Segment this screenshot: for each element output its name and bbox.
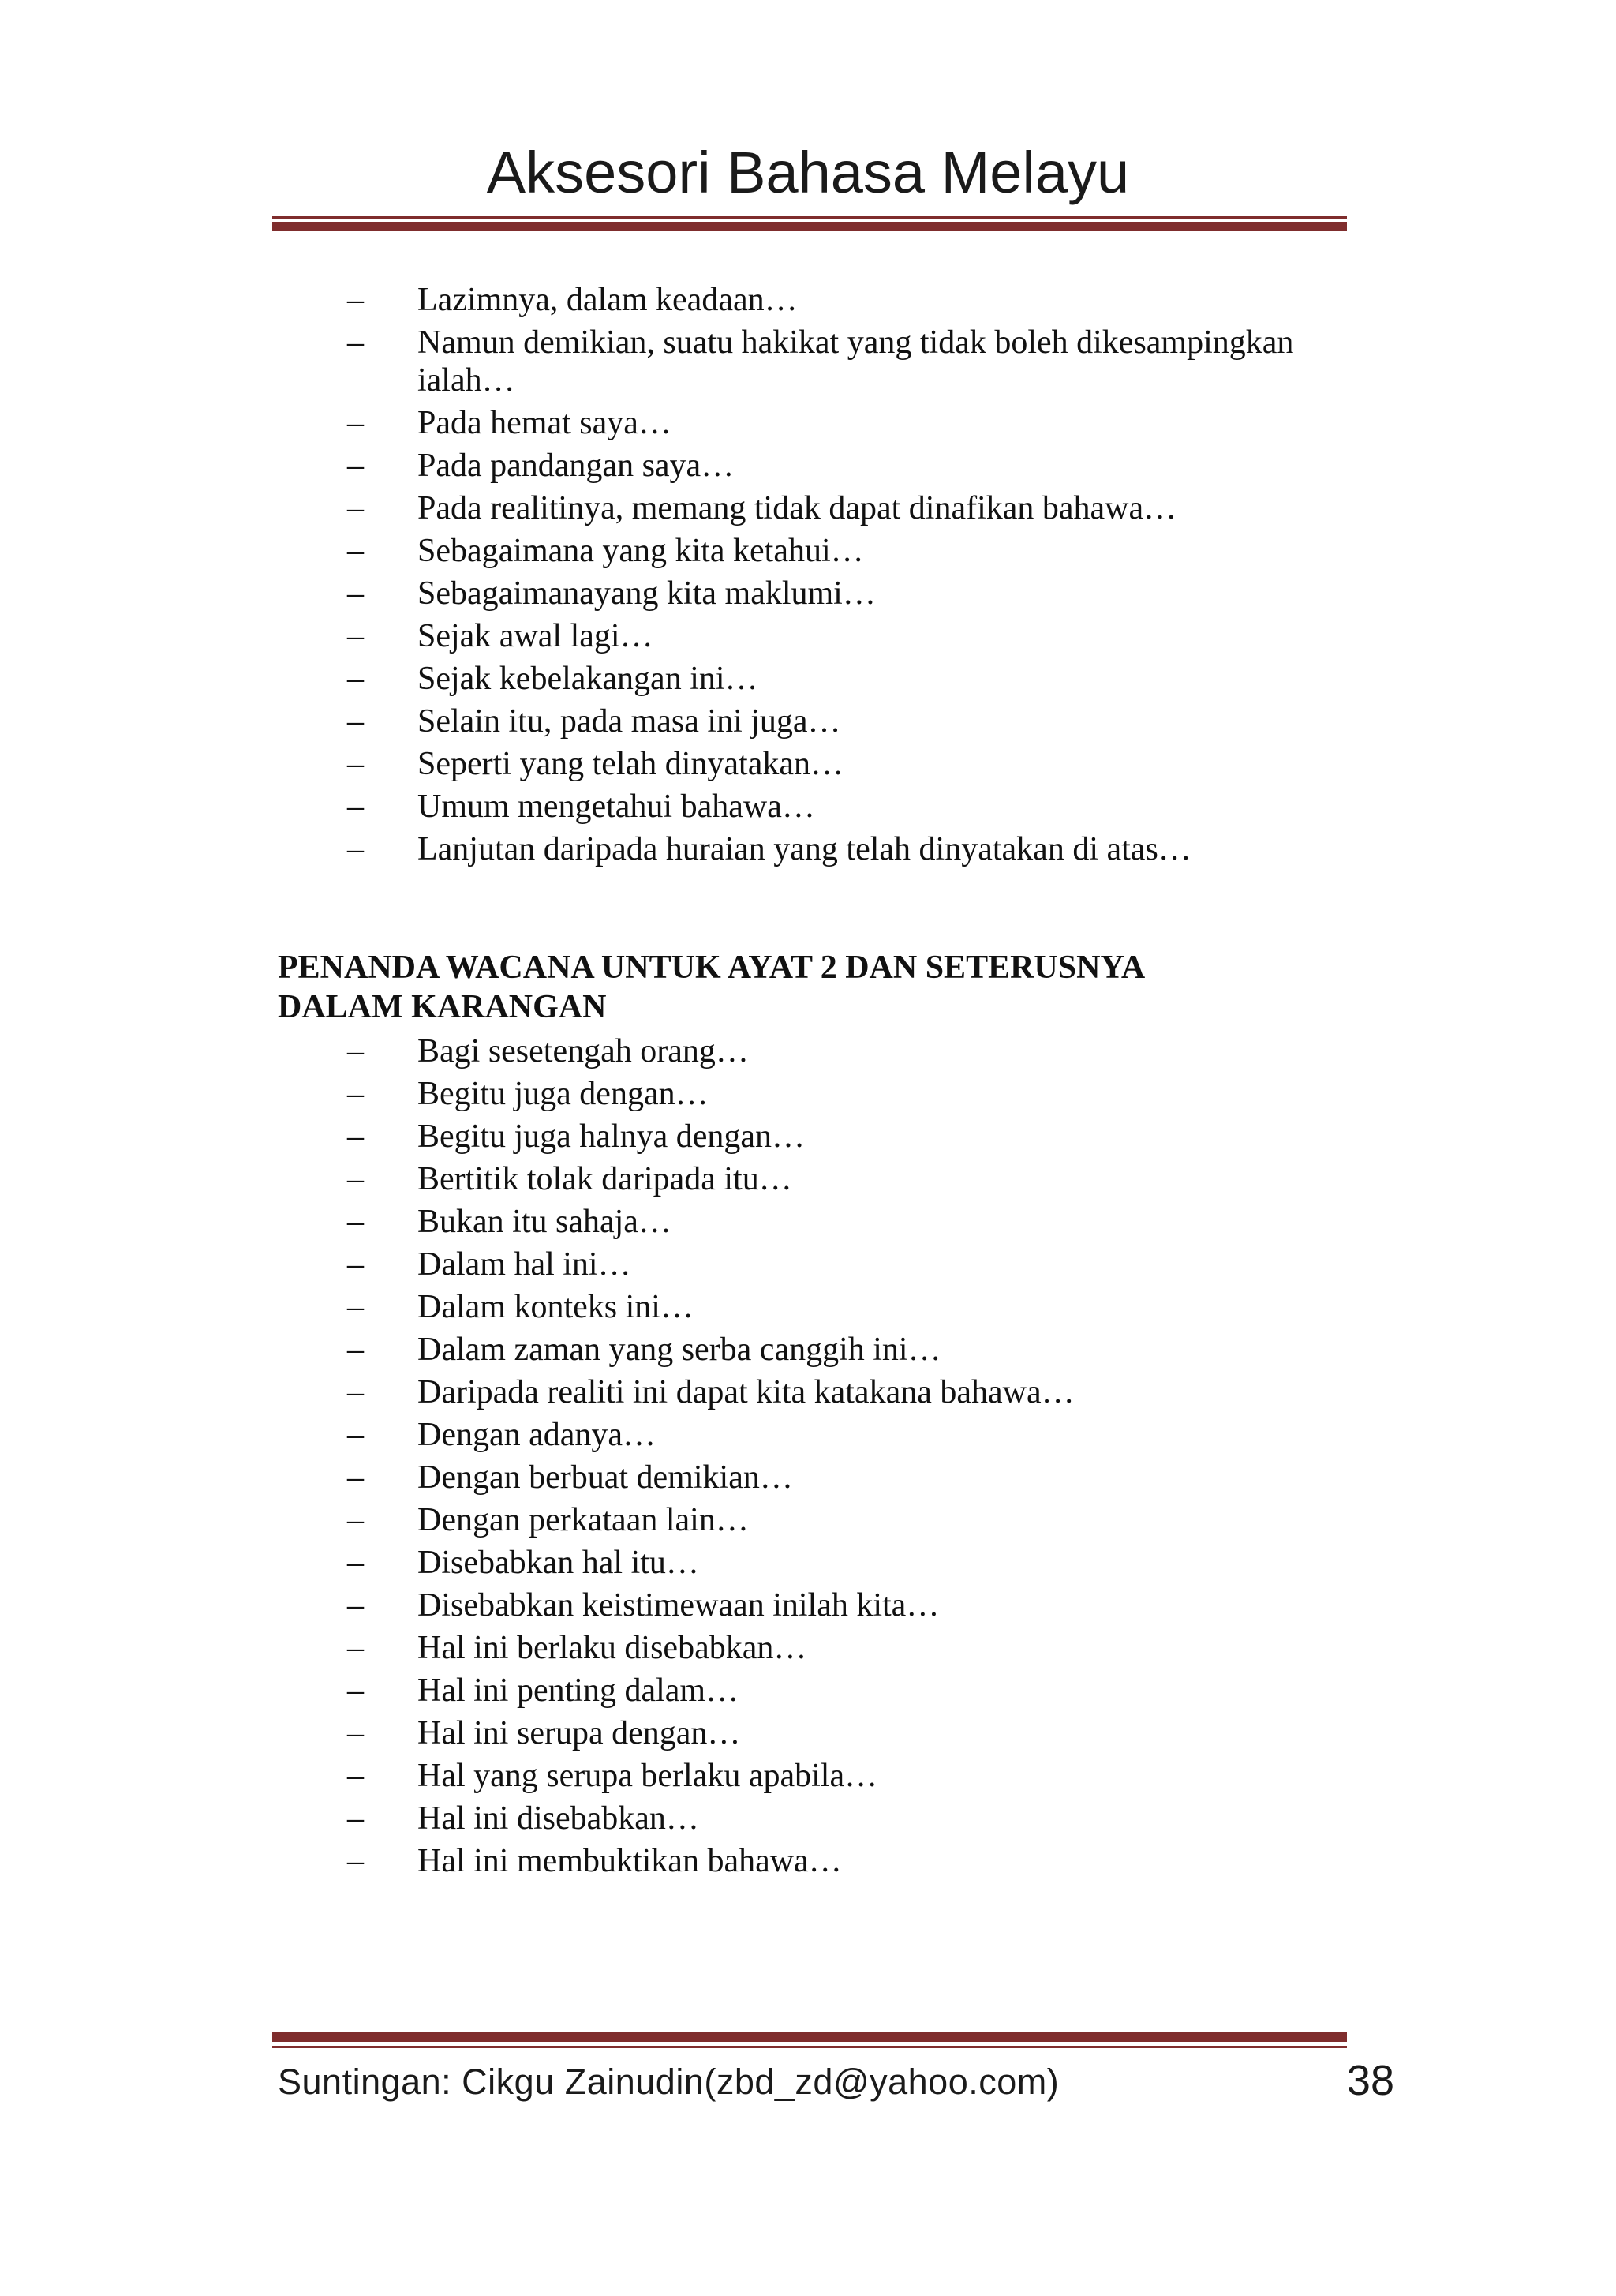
list-item bbox=[347, 1714, 1365, 1752]
dash-bullet: – bbox=[347, 1715, 364, 1751]
list-item bbox=[347, 1544, 1365, 1582]
dash-bullet: – bbox=[347, 746, 364, 782]
dash-bullet: – bbox=[347, 1800, 364, 1837]
list-item-text: Disebabkan keistimewaan inilah kita… bbox=[417, 1587, 940, 1624]
dash-bullet: – bbox=[347, 575, 364, 612]
list-item-text: Hal ini serupa dengan… bbox=[417, 1715, 741, 1751]
dash-bullet: – bbox=[347, 324, 364, 361]
list-item bbox=[347, 1245, 1365, 1283]
list-item bbox=[347, 702, 1365, 740]
list-item-text: Bukan itu sahaja… bbox=[417, 1204, 671, 1240]
list-item-text: Hal ini membuktikan bahawa… bbox=[417, 1843, 842, 1879]
list-item bbox=[347, 788, 1365, 826]
list-item bbox=[347, 1118, 1365, 1155]
list-item-text: Daripada realiti ini dapat kita katakana bahawa… bbox=[417, 1374, 1075, 1410]
list-item bbox=[347, 1586, 1365, 1624]
dash-bullet: – bbox=[347, 1289, 364, 1325]
dash-bullet: – bbox=[347, 448, 364, 484]
dash-bullet: – bbox=[347, 1758, 364, 1794]
page-title: Aksesori Bahasa Melayu bbox=[486, 140, 1130, 205]
dash-bullet: – bbox=[347, 1118, 364, 1155]
list-item-text: Lazimnya, dalam keadaan… bbox=[417, 282, 798, 318]
list-item bbox=[347, 745, 1365, 783]
list-item-text: Bertitik tolak daripada itu… bbox=[417, 1161, 792, 1197]
list-item bbox=[347, 1331, 1365, 1369]
dash-bullet: – bbox=[347, 1246, 364, 1283]
dash-bullet: – bbox=[347, 490, 364, 526]
footer-rule-thick bbox=[272, 2032, 1347, 2042]
list-item bbox=[347, 660, 1365, 698]
dash-bullet: – bbox=[347, 1332, 364, 1368]
dash-bullet: – bbox=[347, 1204, 364, 1240]
footer-rule-thin bbox=[272, 2046, 1347, 2048]
list-item bbox=[347, 447, 1365, 485]
dash-bullet: – bbox=[347, 1076, 364, 1112]
dash-bullet: – bbox=[347, 1374, 364, 1410]
footer-credit: Suntingan: Cikgu Zainudin(zbd_zd@yahoo.com) bbox=[278, 2062, 1060, 2102]
list-item-text: Begitu juga halnya dengan… bbox=[417, 1118, 806, 1155]
list-item bbox=[347, 324, 1365, 399]
list-item bbox=[347, 1629, 1365, 1667]
list-item bbox=[347, 1288, 1365, 1326]
list-item-text: Hal ini disebabkan… bbox=[417, 1800, 699, 1837]
list-item bbox=[347, 281, 1365, 319]
list-item-text: Dengan adanya… bbox=[417, 1417, 656, 1453]
list-item bbox=[347, 532, 1365, 570]
dash-bullet: – bbox=[347, 703, 364, 740]
list-item bbox=[347, 1373, 1365, 1411]
list-item-text: Sebagaimanayang kita maklumi… bbox=[417, 575, 876, 612]
list-item-text: Umum mengetahui bahawa… bbox=[417, 788, 815, 825]
list-item-text: Sejak awal lagi… bbox=[417, 618, 653, 654]
list-item-text: Namun demikian, suatu hakikat yang tidak boleh dikesampingkan ialah… bbox=[417, 324, 1294, 399]
list-item-text: Lanjutan daripada huraian yang telah dinyatakan di atas… bbox=[417, 831, 1191, 867]
list-item-text: Pada pandangan saya… bbox=[417, 448, 735, 484]
list-item bbox=[347, 1672, 1365, 1710]
list-item-text: Begitu juga dengan… bbox=[417, 1076, 709, 1112]
dash-bullet: – bbox=[347, 1672, 364, 1709]
list-item-text: Pada realitinya, memang tidak dapat dinafikan bahawa… bbox=[417, 490, 1177, 526]
list-item bbox=[347, 830, 1365, 868]
list-item bbox=[347, 489, 1365, 527]
list-item bbox=[347, 1160, 1365, 1198]
dash-bullet: – bbox=[347, 1161, 364, 1197]
list-item-text: Pada hemat saya… bbox=[417, 405, 671, 441]
dash-bullet: – bbox=[347, 1417, 364, 1453]
opening-phrase-list bbox=[347, 281, 1365, 873]
list-item bbox=[347, 617, 1365, 655]
list-item-text: Hal yang serupa berlaku apabila… bbox=[417, 1758, 878, 1794]
dash-bullet: – bbox=[347, 405, 364, 441]
list-item-text: Hal ini penting dalam… bbox=[417, 1672, 739, 1709]
page-number: 38 bbox=[1346, 2057, 1394, 2104]
list-item-text: Bagi sesetengah orang… bbox=[417, 1033, 749, 1069]
list-item-text: Hal ini berlaku disebabkan… bbox=[417, 1630, 807, 1666]
dash-bullet: – bbox=[347, 1843, 364, 1879]
list-item bbox=[347, 404, 1365, 442]
dash-bullet: – bbox=[347, 1502, 364, 1538]
list-item-text: Dalam hal ini… bbox=[417, 1246, 631, 1283]
list-item bbox=[347, 1203, 1365, 1241]
list-item bbox=[347, 575, 1365, 612]
list-item bbox=[347, 1416, 1365, 1454]
list-item-text: Selain itu, pada masa ini juga… bbox=[417, 703, 841, 740]
dash-bullet: – bbox=[347, 1459, 364, 1496]
list-item bbox=[347, 1032, 1365, 1070]
dash-bullet: – bbox=[347, 1033, 364, 1069]
list-item-text: Dengan perkataan lain… bbox=[417, 1502, 749, 1538]
paragraph-phrase-list bbox=[347, 1032, 1365, 1885]
section-heading: PENANDA WACANA UNTUK AYAT 2 DAN SETERUSNYA DALAM KARANGAN bbox=[278, 949, 1143, 1025]
list-item bbox=[347, 1800, 1365, 1837]
header-rule-thick bbox=[272, 222, 1347, 231]
dash-bullet: – bbox=[347, 831, 364, 867]
list-item-text: Sejak kebelakangan ini… bbox=[417, 661, 758, 697]
list-item bbox=[347, 1757, 1365, 1795]
list-item bbox=[347, 1842, 1365, 1880]
list-item-text: Dengan berbuat demikian… bbox=[417, 1459, 793, 1496]
dash-bullet: – bbox=[347, 282, 364, 318]
list-item-text: Sebagaimana yang kita ketahui… bbox=[417, 533, 864, 569]
header-rule-thin bbox=[272, 216, 1347, 219]
list-item-text: Dalam konteks ini… bbox=[417, 1289, 694, 1325]
dash-bullet: – bbox=[347, 1587, 364, 1624]
dash-bullet: – bbox=[347, 661, 364, 697]
dash-bullet: – bbox=[347, 618, 364, 654]
list-item bbox=[347, 1501, 1365, 1539]
dash-bullet: – bbox=[347, 788, 364, 825]
list-item bbox=[347, 1459, 1365, 1496]
dash-bullet: – bbox=[347, 1630, 364, 1666]
list-item-text: Seperti yang telah dinyatakan… bbox=[417, 746, 844, 782]
list-item-text: Disebabkan hal itu… bbox=[417, 1545, 699, 1581]
list-item bbox=[347, 1075, 1365, 1113]
list-item-text: Dalam zaman yang serba canggih ini… bbox=[417, 1332, 941, 1368]
dash-bullet: – bbox=[347, 1545, 364, 1581]
dash-bullet: – bbox=[347, 533, 364, 569]
